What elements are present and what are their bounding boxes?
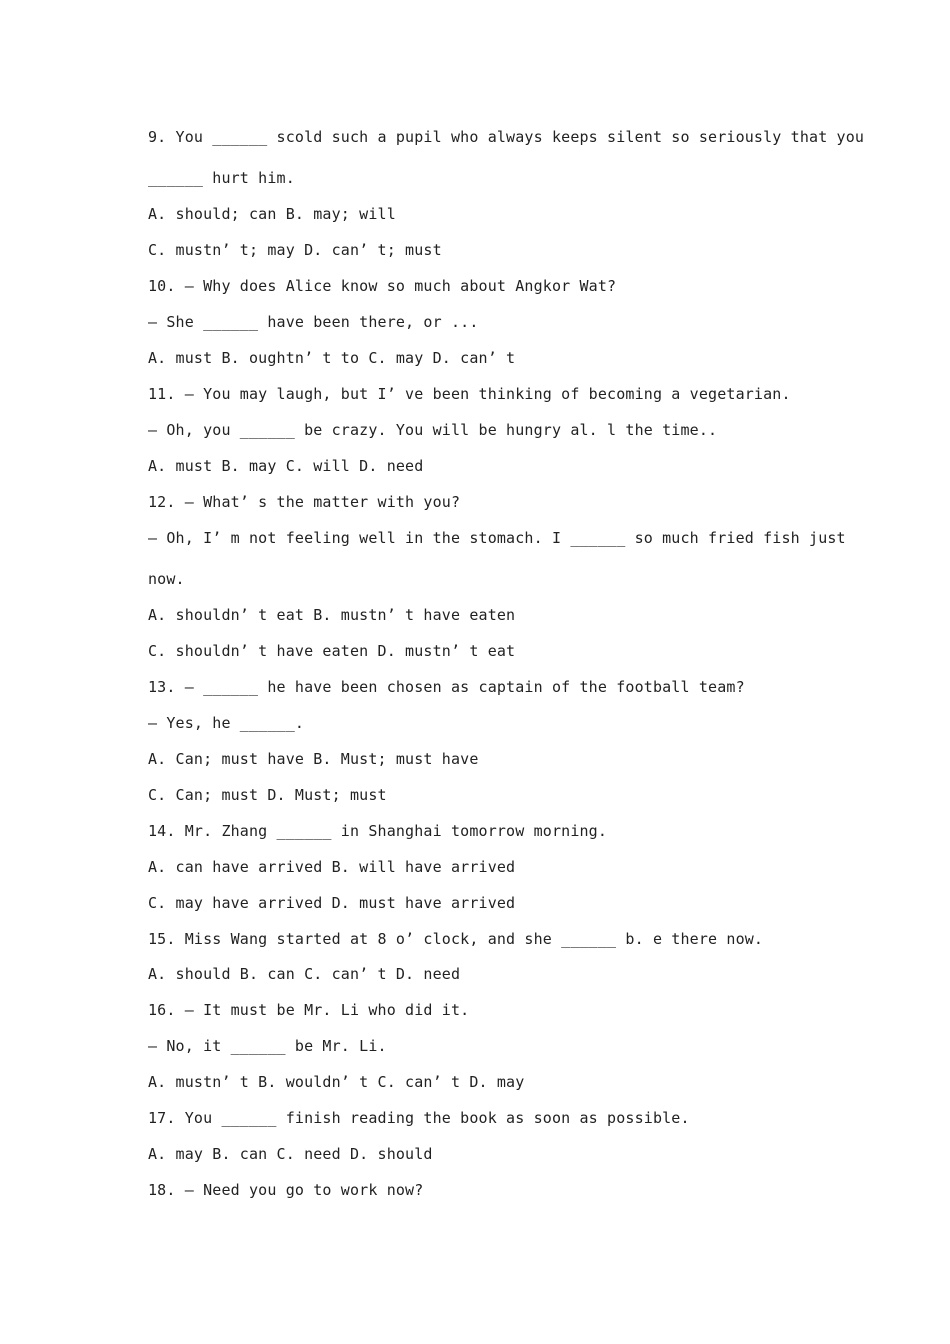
q13-stem: 13. — ______ he have been chosen as captain of the football team? [148, 678, 745, 696]
q9-stem-line2: ______ hurt him. [148, 169, 295, 187]
q17-stem: 17. You ______ finish reading the book as soon as possible. [148, 1109, 690, 1127]
q9-stem-line1: 9. You ______ scold such a pupil who always keeps silent so seriously that you [148, 128, 865, 146]
q14-stem: 14. Mr. Zhang ______ in Shanghai tomorrow morning. [148, 822, 608, 840]
q13-options-cd: C. Can; must D. Must; must [148, 786, 387, 804]
q13-reply: — Yes, he ______. [148, 714, 305, 732]
q9-options-ab: A. should; can B. may; will [148, 205, 396, 223]
q15-options: A. should B. can C. can’ t D. need [148, 965, 461, 983]
q10-options: A. must B. oughtn’ t to C. may D. can’ t [148, 349, 516, 367]
q10-stem: 10. — Why does Alice know so much about Angkor Wat? [148, 277, 617, 295]
q13-options-ab: A. Can; must have B. Must; must have [148, 750, 479, 768]
q11-options: A. must B. may C. will D. need [148, 457, 424, 475]
q14-options-cd: C. may have arrived D. must have arrived [148, 894, 516, 912]
q12-options-ab: A. shouldn’ t eat B. mustn’ t have eaten [148, 606, 516, 624]
q12-reply-line2: now. [148, 570, 185, 588]
q18-stem: 18. — Need you go to work now? [148, 1181, 424, 1199]
q15-stem: 15. Miss Wang started at 8 o’ clock, and she ______ b. e there now. [148, 930, 764, 948]
q16-options: A. mustn’ t B. wouldn’ t C. can’ t D. may [148, 1073, 525, 1091]
q11-reply: — Oh, you ______ be crazy. You will be hungry al. l the time.. [148, 421, 718, 439]
q17-options: A. may B. can C. need D. should [148, 1145, 433, 1163]
q10-reply: — She ______ have been there, or ... [148, 313, 479, 331]
q14-options-ab: A. can have arrived B. will have arrived [148, 858, 516, 876]
q12-options-cd: C. shouldn’ t have eaten D. mustn’ t eat [148, 642, 516, 660]
q9-options-cd: C. mustn’ t; may D. can’ t; must [148, 241, 442, 259]
q12-stem: 12. — What’ s the matter with you? [148, 493, 461, 511]
q12-reply-line1: — Oh, I’ m not feeling well in the stomach. I ______ so much fried fish just [148, 529, 846, 547]
q16-reply: — No, it ______ be Mr. Li. [148, 1037, 387, 1055]
q11-stem: 11. — You may laugh, but I’ ve been thinking of becoming a vegetarian. [148, 385, 791, 403]
q16-stem: 16. — It must be Mr. Li who did it. [148, 1001, 470, 1019]
